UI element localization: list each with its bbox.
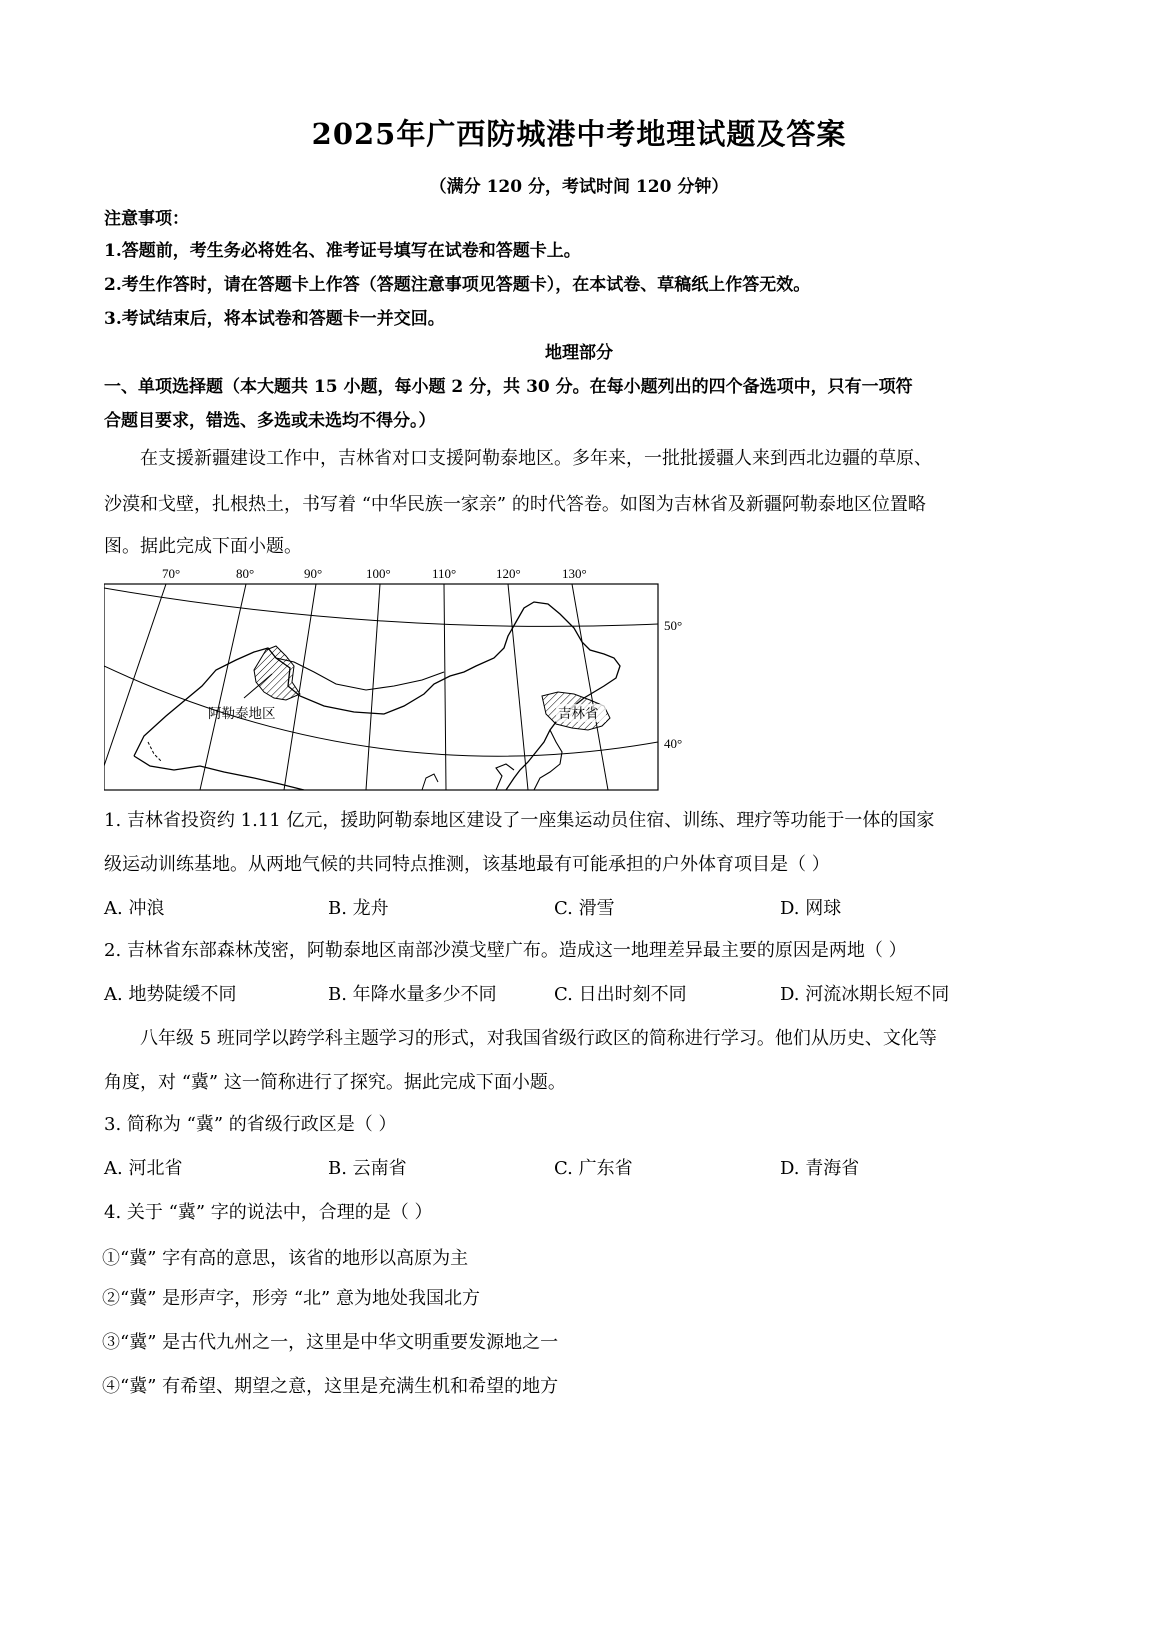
answer-option: B. 龙舟 xyxy=(328,898,389,919)
answer-option: A. 河北省 xyxy=(104,1158,183,1179)
section-title: 地理部分 xyxy=(545,343,613,363)
answer-option: D. 青海省 xyxy=(780,1158,860,1179)
answer-option: B. 年降水量多少不同 xyxy=(328,984,497,1005)
question-text: 2. 吉林省东部森林茂密，阿勒泰地区南部沙漠戈壁广布。造成这一地理差异最主要的原因是两地（ ） xyxy=(104,940,907,961)
notice-item: 3.考试结束后，将本试卷和答题卡一并交回。 xyxy=(104,309,445,329)
passage-line: 角度，对 “冀” 这一简称进行了探究。据此完成下面小题。 xyxy=(104,1072,566,1093)
country-border xyxy=(134,756,304,790)
longitude-label: 100° xyxy=(366,566,391,581)
question-text: 级运动训练基地。从两地气候的共同特点推测，该基地最有可能承担的户外体育项目是（ ） xyxy=(104,854,830,875)
answer-option: C. 日出时刻不同 xyxy=(554,984,687,1005)
longitude-label: 120° xyxy=(496,566,521,581)
meridian xyxy=(444,584,446,790)
answer-option: A. 地势陡缓不同 xyxy=(104,984,237,1005)
meridian xyxy=(366,584,380,790)
answer-option: C. 广东省 xyxy=(554,1158,633,1179)
region-label-jilin: 吉林省 xyxy=(558,706,599,722)
altay-region xyxy=(254,646,300,700)
answer-option: D. 河流冰期长短不同 xyxy=(780,984,950,1005)
longitude-label: 130° xyxy=(562,566,587,581)
question-text: 4. 关于 “冀” 字的说法中，合理的是（ ） xyxy=(104,1202,433,1223)
longitude-label: 110° xyxy=(432,566,457,581)
answer-option: A. 冲浪 xyxy=(104,898,165,919)
question-text: 3. 简称为 “冀” 的省级行政区是（ ） xyxy=(104,1114,397,1135)
answer-option: B. 云南省 xyxy=(328,1158,407,1179)
passage-line: 八年级 5 班同学以跨学科主题学习的形式，对我国省级行政区的简称进行学习。他们从历史、文化等 xyxy=(140,1028,937,1049)
coastline xyxy=(148,742,162,762)
statement: ②“冀” 是形声字，形旁 “北” 意为地处我国北方 xyxy=(102,1288,480,1309)
notice-item: 1.答题前，考生务必将姓名、准考证号填写在试卷和答题卡上。 xyxy=(104,241,581,261)
meridian xyxy=(200,584,246,790)
parallel xyxy=(104,588,658,626)
coastline xyxy=(534,730,562,790)
statement: ①“冀” 字有高的意思，该省的地形以高原为主 xyxy=(102,1248,469,1269)
passage-line: 图。据此完成下面小题。 xyxy=(104,536,302,557)
question-text: 1. 吉林省投资约 1.11 亿元，援助阿勒泰地区建设了一座集运动员住宿、训练、理疗等功能于一体的国家 xyxy=(104,810,935,831)
latitude-label: 40° xyxy=(664,736,683,751)
answer-option: C. 滑雪 xyxy=(554,898,615,919)
passage-line: 在支援新疆建设工作中，吉林省对口支援阿勒泰地区。多年来，一批批援疆人来到西北边疆的草原、 xyxy=(140,448,932,469)
statement: ④“冀” 有希望、期望之意，这里是充满生机和希望的地方 xyxy=(102,1376,559,1397)
region-label-altay: 阿勒泰地区 xyxy=(208,706,276,722)
page-title: 2025年广西防城港中考地理试题及答案 xyxy=(311,117,847,151)
answer-option: D. 网球 xyxy=(780,898,842,919)
country-border xyxy=(276,658,444,690)
exam-info: （满分 120 分，考试时间 120 分钟） xyxy=(429,177,729,197)
longitude-label: 80° xyxy=(236,566,255,581)
passage-line: 沙漠和戈壁，扎根热土，书写着 “中华民族一家亲” 的时代答卷。如图为吉林省及新疆阿勒泰地区位置略 xyxy=(104,494,926,515)
longitude-label: 70° xyxy=(162,566,181,581)
part-heading: 一、单项选择题（本大题共 15 小题，每小题 2 分，共 30 分。在每小题列出的四个备选项中，只有一项符 xyxy=(104,377,913,397)
map-frame xyxy=(104,584,658,790)
notice-heading: 注意事项： xyxy=(104,209,189,229)
part-heading: 合题目要求，错选、多选或未选均不得分。） xyxy=(104,411,436,431)
meridian xyxy=(104,584,166,766)
latitude-label: 50° xyxy=(664,618,683,633)
statement: ③“冀” 是古代九州之一，这里是中华文明重要发源地之一 xyxy=(102,1332,559,1353)
coastline xyxy=(496,764,514,790)
coastline xyxy=(422,774,438,790)
longitude-label: 90° xyxy=(304,566,323,581)
location-map xyxy=(104,566,704,802)
meridian xyxy=(508,584,528,790)
notice-item: 2.考生作答时，请在答题卡上作答（答题注意事项见答题卡），在本试卷、草稿纸上作答无效。 xyxy=(104,275,811,295)
